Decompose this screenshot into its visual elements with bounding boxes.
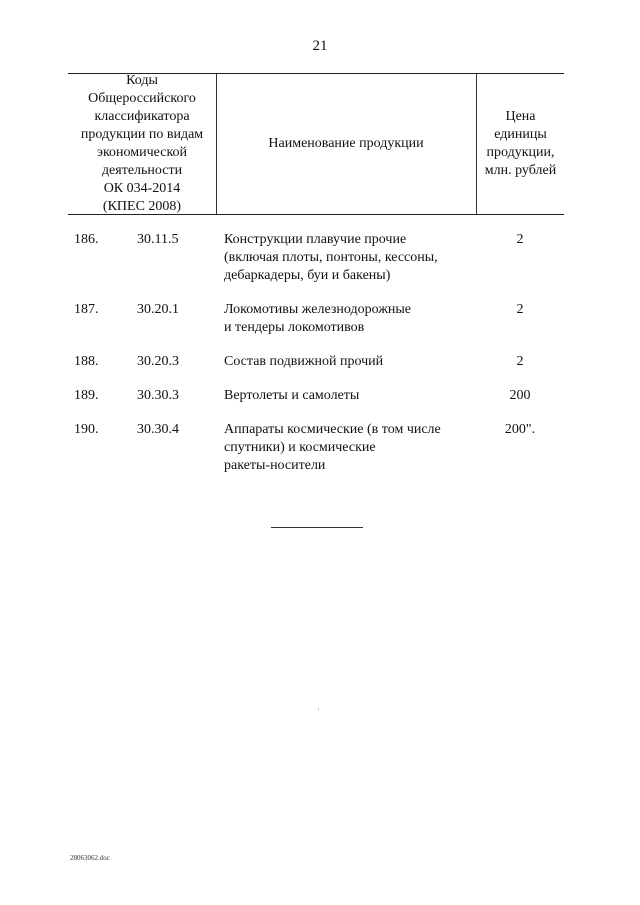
scan-speck	[318, 708, 319, 710]
row-code: 30.30.4	[137, 422, 179, 437]
row-code: 30.20.1	[137, 302, 179, 317]
row-code: 30.11.5	[137, 232, 179, 247]
row-price: 200".	[504, 422, 536, 437]
row-name: Аппараты космические (в том числе спутники) и космические ракеты-носители	[224, 422, 441, 473]
table-header	[68, 73, 564, 215]
row-code: 30.20.3	[137, 354, 179, 369]
row-price: 200	[509, 388, 531, 403]
row-price: 2	[516, 232, 524, 247]
end-of-table-rule	[271, 527, 363, 528]
header-codes-label: Коды Общероссийского классификатора продукции по видам экономической деятельности ОК 034-2014 (КПЕС 2008)	[80, 73, 204, 214]
footer-doc-filename: 28063062.doc	[70, 854, 110, 862]
row-number: 186.	[74, 232, 99, 247]
row-price: 2	[516, 302, 524, 317]
row-name: Локомотивы железнодорожные и тендеры локомотивов	[224, 302, 412, 335]
row-name: Вертолеты и самолеты	[224, 388, 360, 403]
row-name: Состав подвижной прочий	[224, 354, 384, 369]
header-name	[217, 74, 475, 214]
header-codes	[68, 74, 216, 214]
header-name-label: Наименование продукции	[268, 136, 424, 151]
row-number: 189.	[74, 388, 99, 403]
row-code: 30.30.3	[137, 388, 179, 403]
row-name: Конструкции плавучие прочие (включая плоты, понтоны, кессоны, дебаркадеры, буи и бакены)	[224, 232, 438, 283]
row-number: 190.	[74, 422, 99, 437]
header-price	[477, 74, 564, 214]
header-price-label: Цена единицы продукции, млн. рублей	[484, 109, 557, 178]
row-number: 187.	[74, 302, 99, 317]
page-number: 21	[312, 38, 328, 54]
row-price: 2	[516, 354, 524, 369]
row-number: 188.	[74, 354, 99, 369]
